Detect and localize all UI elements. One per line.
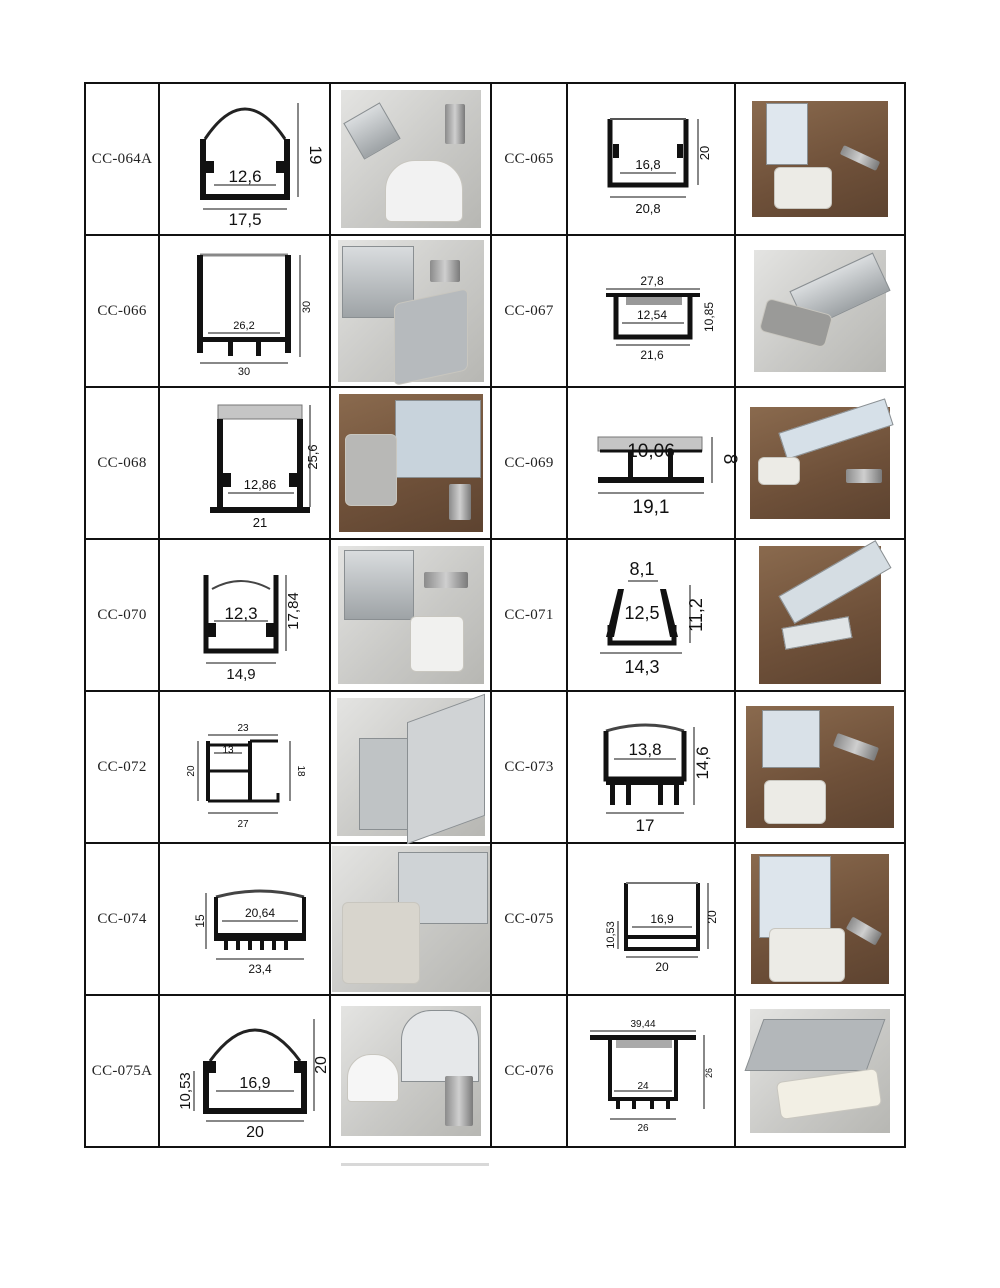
dimension-label: 19 — [305, 145, 325, 165]
dimension-label: 17,5 — [227, 210, 262, 229]
dimension-label: 20 — [705, 910, 719, 924]
product-photo — [735, 843, 905, 995]
profile-drawing — [159, 843, 330, 995]
dimension-label: 16,8 — [635, 157, 661, 172]
product-code: CC-075 — [491, 843, 567, 995]
product-photo — [330, 539, 491, 691]
product-photo — [330, 387, 491, 539]
profile-drawing — [567, 235, 735, 387]
product-code: CC-074 — [85, 843, 159, 995]
dimension-label: 10,53 — [176, 1072, 194, 1110]
dimension-label: 12,3 — [223, 604, 258, 623]
dimension-label: 8 — [719, 453, 740, 465]
dimension-label: 26,2 — [232, 320, 255, 332]
product-code: CC-066 — [85, 235, 159, 387]
dimension-label: 26 — [704, 1067, 714, 1079]
catalog-row — [85, 235, 905, 387]
dimension-label: 12,5 — [624, 603, 660, 623]
product-photo — [735, 83, 905, 235]
product-photo — [330, 235, 491, 387]
dimension-label: 10,06 — [627, 441, 675, 462]
dimension-label: 27,8 — [640, 274, 664, 288]
catalog-row — [85, 83, 905, 235]
dimension-label: 13 — [221, 745, 234, 756]
profile-drawing — [159, 83, 330, 235]
dimension-label: 20 — [245, 1124, 264, 1141]
dimension-label: 12,86 — [243, 477, 276, 492]
dimension-label: 18 — [294, 765, 306, 777]
profile-drawing — [567, 843, 735, 995]
dimension-label: 25,6 — [304, 444, 320, 470]
dimension-label: 10,53 — [605, 921, 617, 949]
product-photo — [735, 539, 905, 691]
dimension-label: 15 — [192, 914, 207, 928]
product-photo — [735, 995, 905, 1147]
product-photo — [330, 691, 491, 843]
product-code: CC-070 — [85, 539, 159, 691]
dimension-label: 20 — [312, 1056, 330, 1074]
catalog-row — [85, 995, 905, 1147]
page-bottom-edge — [341, 1163, 489, 1166]
product-code: CC-069 — [491, 387, 567, 539]
dimension-label: 16,9 — [238, 1075, 271, 1092]
catalog-row — [85, 691, 905, 843]
dimension-label: 30 — [237, 366, 250, 378]
product-code: CC-064A — [85, 83, 159, 235]
dimension-label: 20 — [697, 145, 712, 161]
profile-drawing — [567, 387, 740, 539]
catalog-row — [85, 843, 905, 995]
dimension-label: 17 — [635, 816, 655, 835]
profile-drawing — [159, 691, 330, 843]
dimension-label: 14,3 — [624, 657, 660, 677]
product-code: CC-068 — [85, 387, 159, 539]
product-code: CC-076 — [491, 995, 567, 1147]
dimension-label: 30 — [300, 300, 313, 314]
dimension-label: 20,8 — [635, 201, 661, 216]
product-photo — [735, 691, 905, 843]
dimension-label: 23,4 — [247, 962, 272, 976]
dimension-label: 12,54 — [636, 308, 668, 322]
dimension-label: 11,2 — [686, 598, 706, 632]
product-code: CC-073 — [491, 691, 567, 843]
dimension-label: 21 — [252, 515, 267, 530]
dimension-label: 19,1 — [632, 497, 670, 518]
profile-drawing — [567, 83, 735, 235]
product-code: CC-075A — [85, 995, 159, 1147]
profile-drawing — [159, 235, 330, 387]
dimension-label: 13,8 — [628, 740, 662, 759]
dimension-label: 20,64 — [244, 906, 275, 920]
product-photo — [330, 83, 491, 235]
dimension-label: 26 — [637, 1123, 649, 1134]
dimension-label: 21,6 — [640, 348, 664, 362]
dimension-label: 39,44 — [630, 1019, 656, 1030]
dimension-label: 12,6 — [227, 167, 262, 186]
dimension-label: 23 — [236, 723, 249, 734]
product-code: CC-072 — [85, 691, 159, 843]
dimension-label: 20 — [655, 960, 669, 974]
dimension-label: 27 — [236, 819, 249, 830]
profile-drawing — [567, 691, 735, 843]
catalog-row — [85, 387, 905, 539]
profile-drawing — [567, 539, 735, 691]
dimension-label: 20 — [185, 765, 197, 777]
product-photo — [330, 995, 491, 1147]
dimension-label: 16,9 — [650, 912, 674, 926]
dimension-label: 17,84 — [284, 592, 302, 630]
product-photo — [735, 235, 905, 387]
profile-drawing — [567, 995, 735, 1147]
dimension-label: 8,1 — [629, 559, 655, 579]
catalog-row — [85, 539, 905, 691]
dimension-label: 14,9 — [225, 666, 256, 683]
dimension-label: 14,6 — [693, 746, 712, 780]
profile-drawing — [159, 995, 330, 1147]
profile-catalog-table — [84, 82, 906, 1148]
profile-drawing — [159, 539, 330, 691]
profile-drawing — [159, 387, 330, 539]
product-photo — [330, 843, 491, 995]
dimension-label: 10,85 — [702, 301, 716, 333]
product-photo — [735, 387, 905, 539]
product-code: CC-065 — [491, 83, 567, 235]
product-code: CC-067 — [491, 235, 567, 387]
dimension-label: 24 — [637, 1081, 649, 1092]
product-code: CC-071 — [491, 539, 567, 691]
